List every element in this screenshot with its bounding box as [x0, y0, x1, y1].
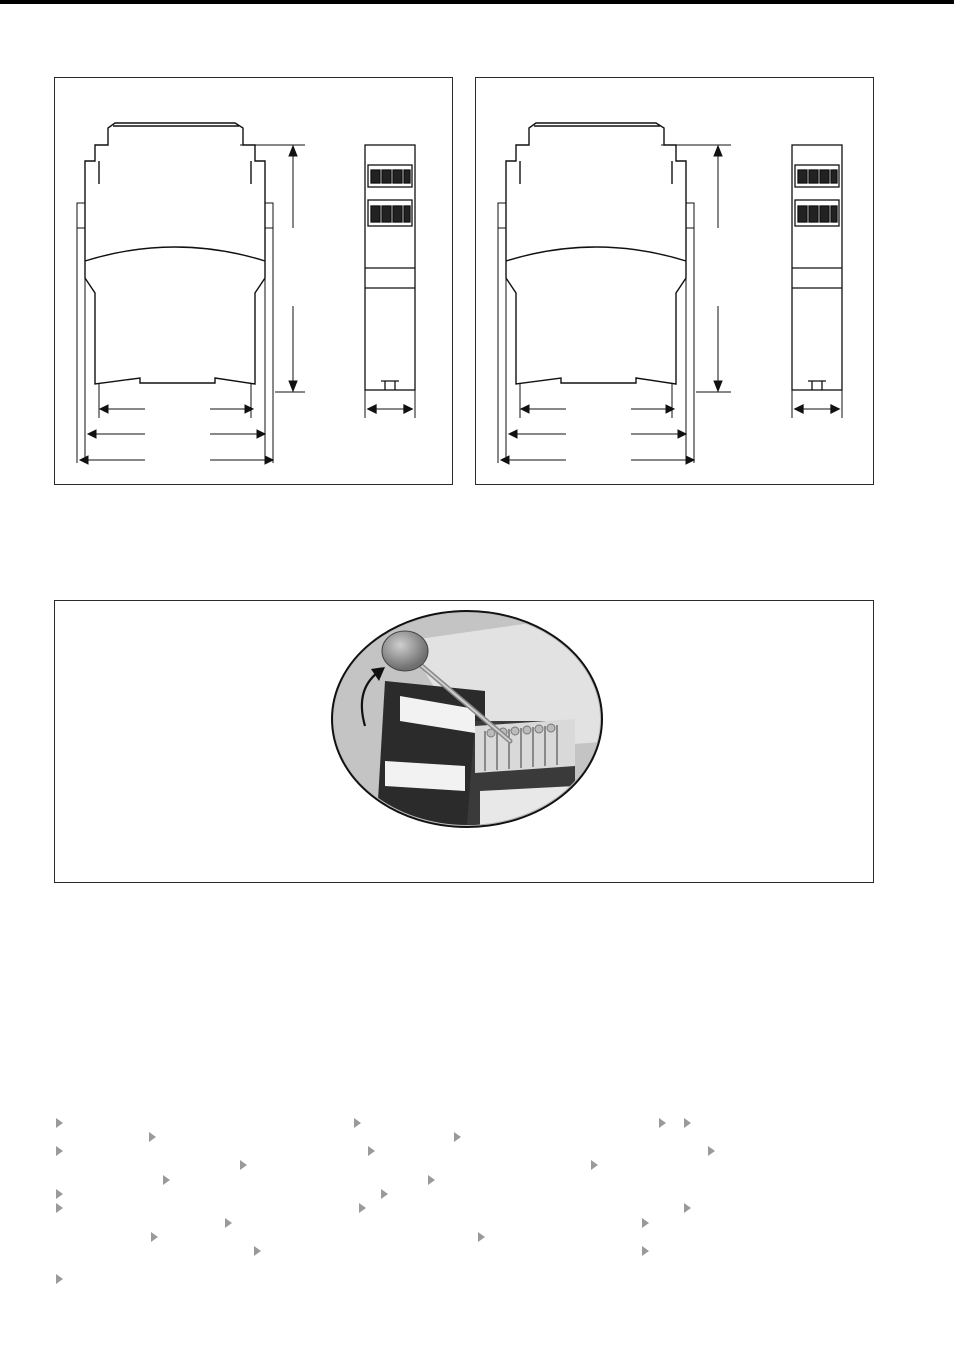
width-dimension-arrows	[501, 409, 694, 460]
side-view	[365, 145, 415, 418]
terminal-removal-illustration	[54, 600, 874, 883]
triangle-right-icon	[591, 1160, 598, 1170]
triangle-right-icon	[368, 1146, 375, 1156]
triangle-right-icon	[56, 1118, 63, 1128]
dimension-drawing-left	[54, 77, 453, 485]
triangle-right-icon	[478, 1232, 485, 1242]
triangle-right-icon	[642, 1218, 649, 1228]
triangle-right-icon	[428, 1175, 435, 1185]
dimension-drawing-right	[475, 77, 874, 485]
triangle-right-icon	[254, 1246, 261, 1256]
triangle-right-icon	[659, 1118, 666, 1128]
triangle-right-icon	[708, 1146, 715, 1156]
width-dimension-arrows	[80, 409, 273, 460]
top-rule	[0, 0, 954, 4]
triangle-right-icon	[359, 1203, 366, 1213]
triangle-right-icon	[454, 1132, 461, 1142]
triangle-right-icon	[56, 1146, 63, 1156]
triangle-right-icon	[354, 1118, 361, 1128]
triangle-right-icon	[56, 1274, 63, 1284]
triangle-right-icon	[381, 1189, 388, 1199]
side-view	[792, 145, 842, 418]
triangle-right-icon	[163, 1175, 170, 1185]
terminal-illustration-svg	[55, 601, 875, 884]
triangle-right-icon	[240, 1160, 247, 1170]
triangle-right-icon	[149, 1132, 156, 1142]
triangle-right-icon	[684, 1118, 691, 1128]
triangle-right-icon	[642, 1246, 649, 1256]
triangle-right-icon	[684, 1203, 691, 1213]
dimension-drawing-svg	[55, 78, 454, 486]
dimension-drawing-svg	[476, 78, 875, 486]
triangle-right-icon	[56, 1203, 63, 1213]
triangle-right-icon	[225, 1218, 232, 1228]
triangle-right-icon	[151, 1232, 158, 1242]
triangle-right-icon	[56, 1189, 63, 1199]
